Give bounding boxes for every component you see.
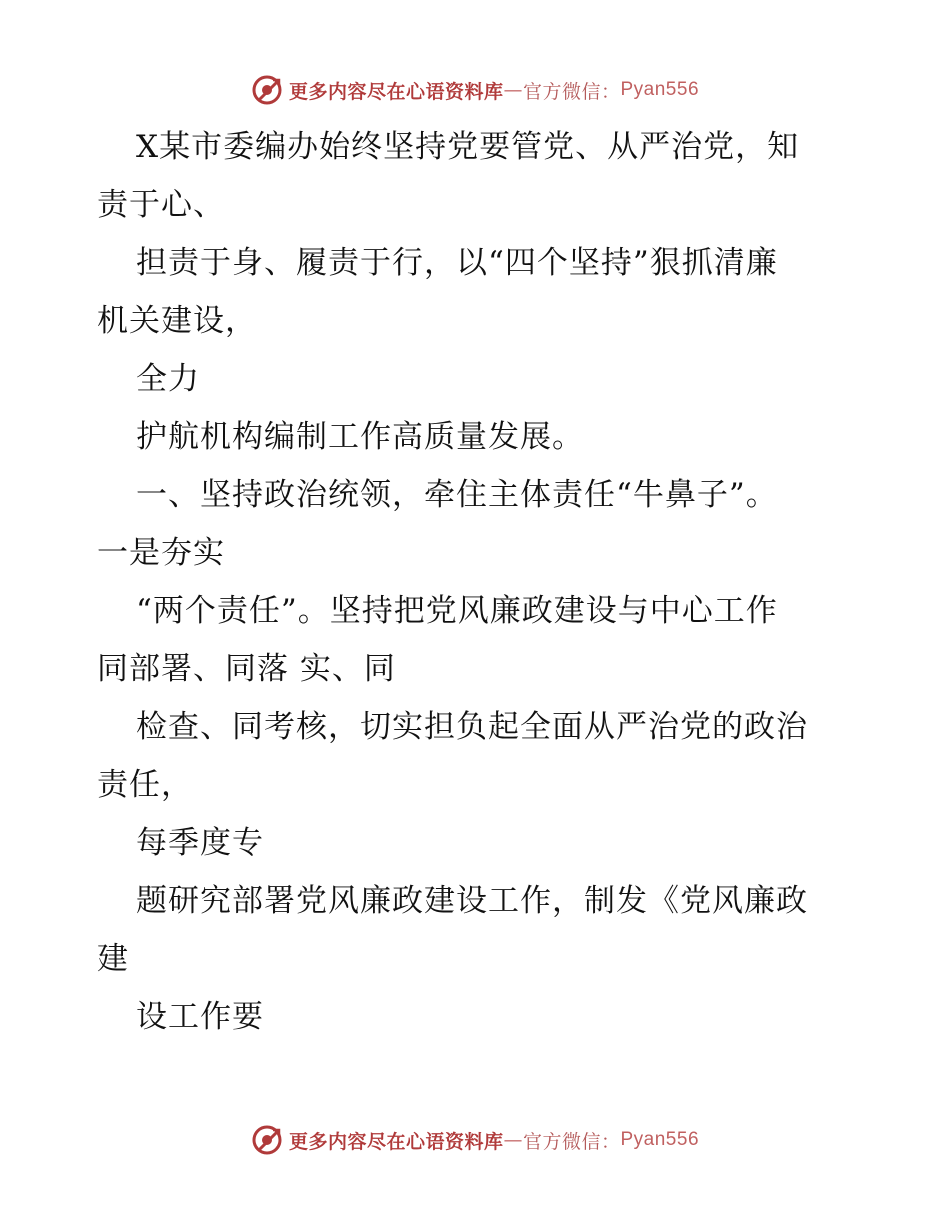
brand-logo-icon [251,1124,283,1156]
body-text-line: 担责于身、履责于行，以“四个坚持”狠抓清廉 [136,245,778,281]
watermark-account-id: Pyan556 [620,79,700,100]
watermark-account-label: 官方微信： [522,80,621,103]
body-text-line: X某市委编办始终坚持党要管党、从严治党，知 [136,129,800,165]
watermark-brand: 更多内容尽在心语资料库 [288,1130,504,1153]
body-text-line: “两个责任”。坚持把党风廉政建设与中心工作 [136,593,778,629]
watermark-brand: 更多内容尽在心语资料库 [288,80,504,103]
body-text-line: 全力 [136,361,200,397]
body-text-line: 每季度专 [136,825,264,861]
watermark-account-label: 官方微信： [522,1130,621,1153]
brand-logo-icon [251,74,283,106]
watermark-account-id: Pyan556 [620,1129,700,1150]
body-text-line: 护航机构编制工作高质量发展。 [136,419,584,455]
footer-watermark [0,1120,950,1160]
body-text-line: 检查、同考核，切实担负起全面从严治党的政治 [136,709,808,745]
body-text-line: 一是夯实 [97,535,225,571]
body-text-line: 责于心、 [97,187,225,223]
body-text-line: 设工作要 [136,999,264,1035]
watermark-dash: — [503,1129,523,1151]
header-watermark [0,70,950,110]
watermark-dash: — [503,79,523,101]
document-body [97,118,857,1046]
body-text-line: 机关建设， [97,303,257,339]
body-text-line: 责任， [97,767,193,803]
body-text-line: 题研究部署党风廉政建设工作，制发《党风廉政 [136,883,808,919]
body-text-line: 一、坚持政治统领，牵住主体责任“牛鼻子”。 [136,477,778,513]
body-text-line: 同部署、同落 实、同 [97,651,396,687]
body-text-line: 建 [97,941,129,977]
